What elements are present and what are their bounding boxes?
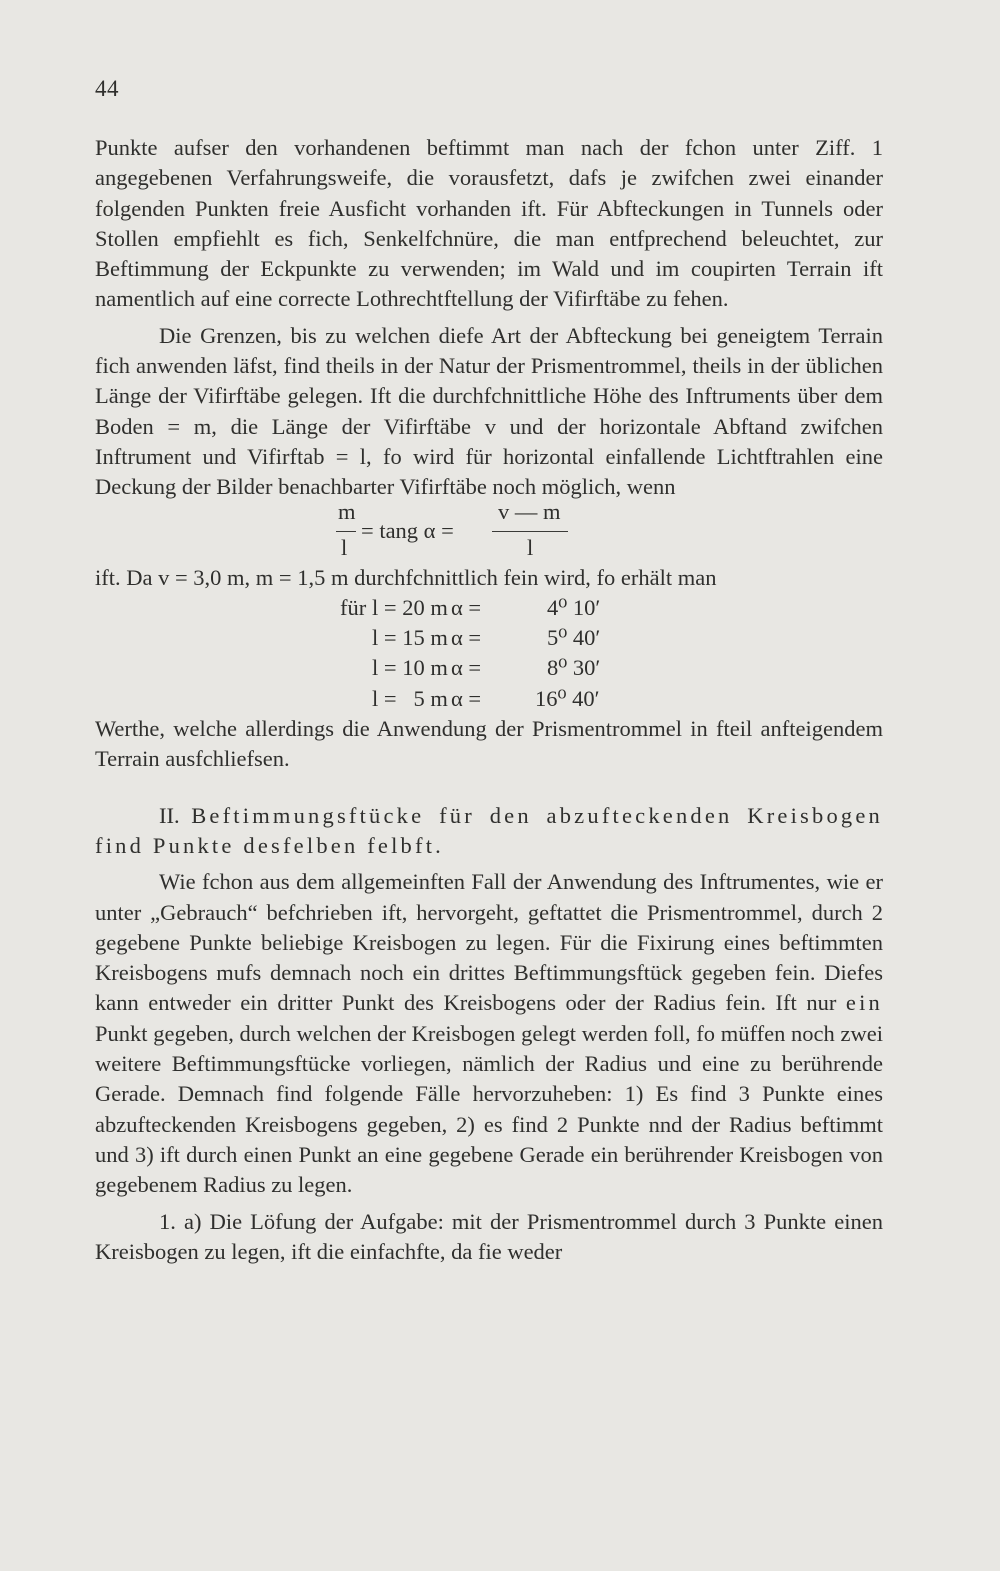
table-length: l = 20 m (372, 594, 448, 620)
formula-tang-alpha (95, 498, 883, 563)
angle-table (95, 593, 883, 714)
emphasis-ein: ein (845, 990, 884, 1016)
table-angle: 8⁰ 30′ (547, 655, 601, 681)
paragraph-1: Punkte aufser den vorhandenen beftimmt man nach der fchon unter Ziff. 1 angegebenen Verfahrungsweife, die vorausfetzt, dafs je zwifchen zwei einander folgenden Punkten freie Ausficht vorhanden ift. Für Abfteckungen in Tunnels oder Stollen empfiehlt es fich, Senkelfchnüre, die man entfprechend beleuchtet, zur Beftimmung der Eckpunkte zu verwenden; im Wald und im coupirten Terrain ift namentlich auf eine correcte Lothrechtftellung der Vifirftäbe zu fehen. (95, 135, 883, 312)
table-row (95, 684, 883, 714)
formula-denominator-left: l (341, 534, 348, 560)
formula-denominator-right: l (527, 534, 534, 560)
paragraph-3: ift. Da v = 3,0 m, m = 1,5 m durchfchnittlich fein wird, fo erhält man (95, 564, 717, 590)
table-angle: 16⁰ 40′ (535, 685, 600, 711)
section-title: Beftimmungsftücke für den abzufteckenden Kreisbogen find Punkte desfelben felbft. (95, 802, 883, 858)
page-number: 44 (95, 76, 119, 101)
paragraph-2: Die Grenzen, bis zu welchen diefe Art der Abfteckung bei geneigtem Terrain fich anwenden läfst, find theils in der Natur der Prismentrommel, theils in der üblichen Länge der Vifirftäbe gelegen. Ift die durchfchnittliche Höhe des Inftruments über dem Boden = m, die Länge der Vifirftäbe v und der horizontale Abftand zwifchen Inftrument und Vifirftab = l, fo wird für horizontal einfallende Lichtftrahlen eine Deckung der Bilder benachbarter Vifirftäbe noch möglich, wenn (95, 322, 883, 500)
table-alpha: α = (451, 685, 482, 711)
table-alpha: α = (451, 655, 482, 681)
section-heading (95, 801, 883, 862)
table-angle: 4⁰ 10′ (547, 594, 601, 620)
table-alpha: α = (451, 625, 482, 651)
fraction-bar-right (492, 531, 568, 532)
table-row (95, 593, 883, 623)
formula-middle: = tang α = (361, 517, 454, 543)
page-body (95, 133, 883, 1267)
paragraph-5-part-1: Wie fchon aus dem allgemeinften Fall der Anwendung des Inftrumentes, wie er unter „Gebrauch“ befchrieben ift, hervorgeht, geftattet die Prismentrommel, durch 2 gegebene Punkte beliebige Kreisbogen zu legen. Für die Fixirung eines beftimmten Kreisbogens mufs demnach noch ein drittes Beftimmungsftück gegeben fein. Diefes kann entweder ein dritter Punkt des Kreisbogens oder der Radius fein. Ift nur (95, 869, 883, 1016)
table-length: l = 5 m (372, 685, 448, 711)
section-numeral: II. (159, 802, 180, 828)
paragraph-6: 1. a) Die Löfung der Aufgabe: mit der Prismentrommel durch 3 Punkte einen Kreisbogen zu legen, ift die einfachfte, da fie weder (95, 1208, 883, 1264)
fraction-bar-left (336, 531, 356, 532)
table-angle: 5⁰ 40′ (547, 625, 601, 651)
table-prefix: für (340, 594, 367, 620)
paragraph-4: Werthe, welche allerdings die Anwendung der Prismentrommel in fteil anfteigendem Terrain ausfchliefsen. (95, 716, 883, 772)
formula-numerator-right: v — m (498, 498, 561, 524)
table-length: l = 10 m (372, 655, 448, 681)
paragraph-5-part-2: Punkt gegeben, durch welchen der Kreisbogen gelegt werden foll, fo müffen noch zwei weitere Beftimmungsftücke vorliegen, nämlich der Radius und eine zu berührende Gerade. Demnach find folgende Fälle hervorzuheben: 1) Es find 3 Punkte eines abzufteckenden Kreisbogens gegeben, 2) es find 2 Punkte nnd der Radius beftimmt und 3) ift durch einen Punkt an eine gegebene Gerade ein berührender Kreisbogen von gegebenem Radius zu legen. (95, 1020, 883, 1198)
table-alpha: α = (451, 594, 482, 620)
paragraph-5 (95, 867, 883, 1200)
table-length: l = 15 m (372, 625, 448, 651)
table-row (95, 653, 883, 683)
formula-numerator-left: m (338, 498, 356, 524)
table-row (95, 623, 883, 653)
